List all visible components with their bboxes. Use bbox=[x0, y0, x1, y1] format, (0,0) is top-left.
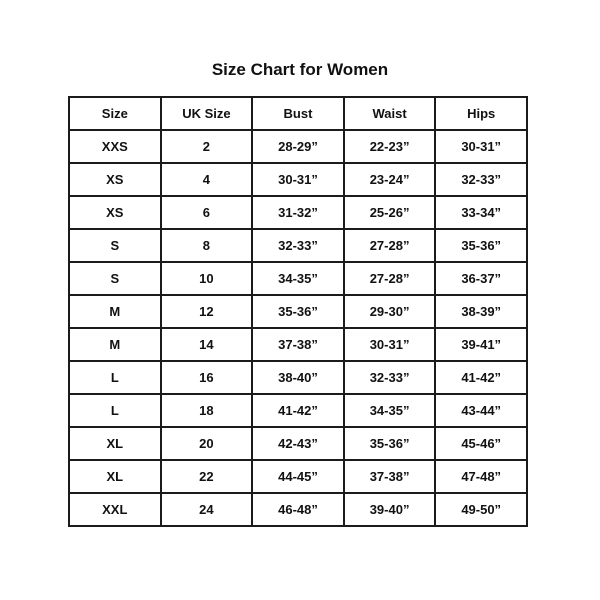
table-cell: 33-34” bbox=[435, 196, 527, 229]
table-cell: 47-48” bbox=[435, 460, 527, 493]
table-cell: 6 bbox=[161, 196, 253, 229]
table-row bbox=[69, 394, 527, 427]
table-row bbox=[69, 163, 527, 196]
table-row bbox=[69, 262, 527, 295]
page-title: Size Chart for Women bbox=[211, 60, 389, 79]
column-header: Size bbox=[69, 97, 161, 130]
table-row bbox=[69, 427, 527, 460]
table-row bbox=[69, 295, 527, 328]
table-cell: 41-42” bbox=[252, 394, 344, 427]
table-cell: XL bbox=[69, 427, 161, 460]
table-row bbox=[69, 361, 527, 394]
table-cell: 22 bbox=[161, 460, 253, 493]
table-cell: XS bbox=[69, 196, 161, 229]
table-cell: L bbox=[69, 361, 161, 394]
table-cell: 32-33” bbox=[435, 163, 527, 196]
header-row bbox=[69, 97, 527, 130]
table-cell: 35-36” bbox=[252, 295, 344, 328]
table-cell: 34-35” bbox=[344, 394, 436, 427]
table-cell: 38-40” bbox=[252, 361, 344, 394]
table-cell: 38-39” bbox=[435, 295, 527, 328]
table-cell: 30-31” bbox=[252, 163, 344, 196]
table-cell: 22-23” bbox=[344, 130, 436, 163]
table-row bbox=[69, 229, 527, 262]
table-cell: S bbox=[69, 262, 161, 295]
table-cell: 10 bbox=[161, 262, 253, 295]
table-row bbox=[69, 493, 527, 526]
column-header: UK Size bbox=[161, 97, 253, 130]
table-cell: XXS bbox=[69, 130, 161, 163]
table-row bbox=[69, 328, 527, 361]
column-header: Waist bbox=[344, 97, 436, 130]
table-cell: 27-28” bbox=[344, 262, 436, 295]
table-cell: 27-28” bbox=[344, 229, 436, 262]
table-cell: 18 bbox=[161, 394, 253, 427]
table-cell: 2 bbox=[161, 130, 253, 163]
table-cell: 32-33” bbox=[252, 229, 344, 262]
table-cell: 4 bbox=[161, 163, 253, 196]
table-cell: 25-26” bbox=[344, 196, 436, 229]
table-cell: M bbox=[69, 328, 161, 361]
table-cell: 35-36” bbox=[435, 229, 527, 262]
table-cell: 23-24” bbox=[344, 163, 436, 196]
table-cell: 30-31” bbox=[344, 328, 436, 361]
size-chart-table bbox=[68, 96, 528, 527]
table-cell: 29-30” bbox=[344, 295, 436, 328]
table-cell: 30-31” bbox=[435, 130, 527, 163]
table-cell: S bbox=[69, 229, 161, 262]
table-cell: XL bbox=[69, 460, 161, 493]
table-cell: 31-32” bbox=[252, 196, 344, 229]
table-cell: 45-46” bbox=[435, 427, 527, 460]
column-header: Bust bbox=[252, 97, 344, 130]
table-cell: 37-38” bbox=[344, 460, 436, 493]
table-cell: 20 bbox=[161, 427, 253, 460]
table-cell: 35-36” bbox=[344, 427, 436, 460]
table-cell: 8 bbox=[161, 229, 253, 262]
table-cell: 39-40” bbox=[344, 493, 436, 526]
table-cell: XS bbox=[69, 163, 161, 196]
table-cell: L bbox=[69, 394, 161, 427]
table-cell: 42-43” bbox=[252, 427, 344, 460]
table-body bbox=[69, 130, 527, 526]
table-cell: 24 bbox=[161, 493, 253, 526]
table-cell: 32-33” bbox=[344, 361, 436, 394]
table-cell: XXL bbox=[69, 493, 161, 526]
table-cell: 36-37” bbox=[435, 262, 527, 295]
table-cell: 37-38” bbox=[252, 328, 344, 361]
table-row bbox=[69, 196, 527, 229]
table-cell: 34-35” bbox=[252, 262, 344, 295]
table-cell: M bbox=[69, 295, 161, 328]
column-header: Hips bbox=[435, 97, 527, 130]
table-cell: 28-29” bbox=[252, 130, 344, 163]
table-cell: 39-41” bbox=[435, 328, 527, 361]
table-cell: 43-44” bbox=[435, 394, 527, 427]
table-cell: 16 bbox=[161, 361, 253, 394]
table-row bbox=[69, 460, 527, 493]
table-header bbox=[69, 97, 527, 130]
table-row bbox=[69, 130, 527, 163]
table-cell: 49-50” bbox=[435, 493, 527, 526]
table-cell: 44-45” bbox=[252, 460, 344, 493]
table-cell: 41-42” bbox=[435, 361, 527, 394]
table-cell: 14 bbox=[161, 328, 253, 361]
table-cell: 12 bbox=[161, 295, 253, 328]
table-cell: 46-48” bbox=[252, 493, 344, 526]
